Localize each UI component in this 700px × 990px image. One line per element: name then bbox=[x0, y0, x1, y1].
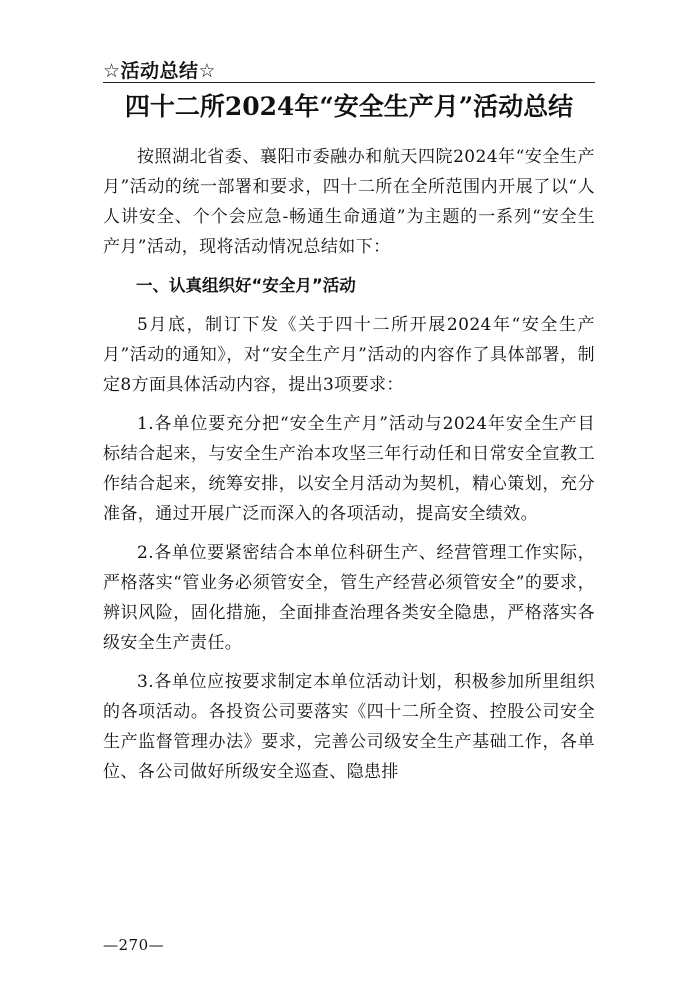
running-header-label: ☆活动总结☆ bbox=[103, 60, 217, 82]
requirement-item-3: 3.各单位应按要求制定本单位活动计划，积极参加所里组织的各项活动。各投资公司要落实《四十二所全资、控股公司安全生产监督管理办法》要求，完善公司级安全生产基础工作，各单位、各公司做好所级安全巡查、隐患排 bbox=[103, 672, 595, 782]
section-1-paragraph: 5月底，制订下发《关于四十二所开展2024年“安全生产月”活动的通知》，对“安全生产月”活动的内容作了具体部署，制定8方面具体活动内容，提出3项要求： bbox=[103, 315, 595, 395]
document-body bbox=[103, 142, 595, 787]
requirement-item-1: 1.各单位要充分把“安全生产月”活动与2024年安全生产目标结合起来，与安全生产治本攻坚三年行动任和日常安全宣教工作结合起来，统筹安排，以安全月活动为契机，精心策划，充分准备，通过开展广泛而深入的各项活动，提高安全绩效。 bbox=[103, 414, 595, 524]
section-heading-1: 一、认真组织好“安全月”活动 bbox=[136, 276, 356, 295]
header-divider bbox=[103, 82, 595, 83]
document-title: 四十二所2024年“安全生产月”活动总结 bbox=[124, 92, 574, 121]
page-number: —270— bbox=[103, 936, 165, 954]
requirement-item-2: 2.各单位要紧密结合本单位科研生产、经营管理工作实际，严格落实“管业务必须管安全，管生产经营必须管安全”的要求，辨识风险，固化措施，全面排查治理各类安全隐患，严格落实各级安全生产责任。 bbox=[103, 543, 595, 653]
intro-paragraph: 按照湖北省委、襄阳市委融办和航天四院2024年“安全生产月”活动的统一部署和要求，四十二所在全所范围内开展了以“人人讲安全、个个会应急-畅通生命通道”为主题的一系列“安全生产月”活动，现将活动情况总结如下： bbox=[103, 147, 595, 257]
